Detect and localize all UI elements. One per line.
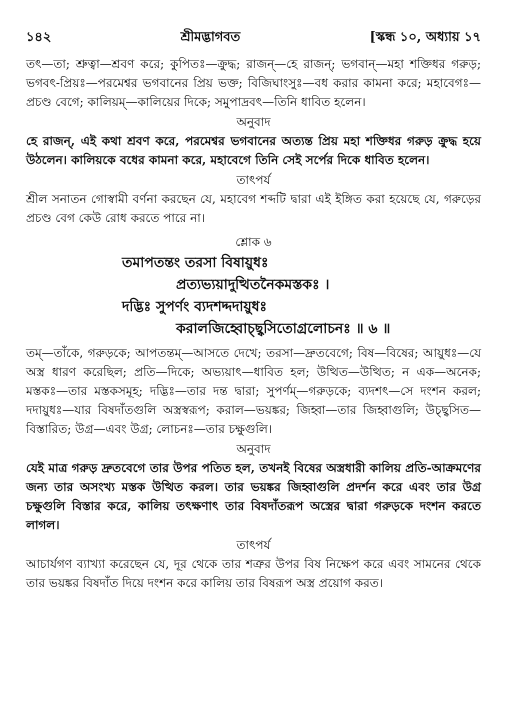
chapter-reference: [স্কন্ধ ১০, অধ্যায় ১৭ [369, 30, 481, 45]
purport-heading-1: তাৎপর্য [236, 173, 271, 187]
page-number: ১৪২ [26, 30, 52, 45]
verse-line-1: তমাপতন্তং তরসা বিষায়ুধঃ [122, 255, 269, 271]
synonyms-verse: তম্—তাঁকে, গরুড়কে; আপতন্তম্—আসতে দেখে; তরসা—দ্রুতবেগে; বিষ—বিষের; আয়ুধঃ—যে অস্ত্র ধারণ করেছিল; প্রতি—দিকে; অভ্যয়াৎ—ধাবিত হল; উত্থিত—উত্থিত; ন এক—অনেক; মস্তকঃ—তার মস্তকসমূহ; দদ্ভিঃ—তার দন্ত দ্বারা; সুপর্ণম্—গরুড়কে; ব্যদশৎ—সে দংশন করল; দদায়ুধঃ—যার বিষদাঁতগুলি অস্ত্রস্বরূপ; করাল—ভয়ঙ্কর; জিহ্বা—তার জিহ্বাগুলি; উচ্ছ্বসিত—বিস্তারিত; উগ্র—এবং উগ্র; লোচনঃ—তার চক্ষুগুলি। [26, 346, 481, 436]
translation-2: যেই মাত্র গরুড় দ্রুতবেগে তার উপর পতিত হল, তখনই বিষের অস্ত্রধারী কালিয় প্রতি-আক্রমণের জন্য তার অসংখ্য মস্তক উত্থিত করল। তার ভয়ঙ্কর জিহ্বাগুলি প্রদর্শন করে এবং তার উগ্র চক্ষুগুলি বিস্তার করে, কালিয় তৎক্ষণাৎ তার বিষদাঁতরূপ অস্ত্রের দ্বারা গরুড়কে দংশন করতে লাগল। [26, 461, 481, 532]
synonyms-top: তৎ—তা; শ্রুত্বা—শ্রবণ করে; কুপিতঃ—ক্রুদ্ধ; রাজন্—হে রাজন্; ভগবান্—মহা শক্তিধর গরুড়; ভগবৎ-প্রিয়ঃ—পরমেশ্বর ভগবানের প্রিয় ভক্ত; বিজিঘাংসুঃ—বধ করার কামনা করে; মহাবেগঃ—প্রচণ্ড বেগে; কালিয়ম্—কালিয়ের দিকে; সমুপাদ্রবৎ—তিনি ধাবিত হলেন। [26, 57, 481, 109]
verse-line-2: প্রত্যভ্যয়াদুত্থিতনৈকমস্তকঃ । [176, 277, 330, 293]
verse-block [26, 252, 481, 340]
purport-heading-2: তাৎপর্য [236, 538, 271, 552]
purport-2: আচার্যগণ ব্যাখ্যা করেছেন যে, দূর থেকে তার শত্রুর উপর বিষ নিক্ষেপ করে এবং সামনের থেকে তার ভয়ঙ্কর বিষদাঁত দিয়ে দংশন করে কালিয় তার বিষরূপ অস্ত্র প্রয়োগ করত। [26, 557, 481, 590]
verse-line-4: করালজিহ্বোচ্ছ্বসিতোগ্রলোচনঃ ॥ ৬ ॥ [176, 321, 391, 337]
book-title: শ্রীমদ্ভাগবত [180, 30, 241, 45]
verse-line-3: দদ্ভিঃ সুপর্ণং ব্যদশদ্দদায়ুধঃ [122, 299, 267, 315]
purport-1: শ্রীল সনাতন গোস্বামী বর্ণনা করছেন যে, মহাবেগ শব্দটি দ্বারা এই ইঙ্গিত করা হয়েছে যে, গরুড়ের প্রচণ্ড বেগ কেউ রোধ করতে পারে না। [26, 192, 481, 225]
translation-heading-2: অনুবাদ [236, 442, 271, 456]
translation-1: হে রাজন্, এই কথা শ্রবণ করে, পরমেশ্বর ভগবানের অত্যন্ত প্রিয় মহা শক্তিধর গরুড় ক্রুদ্ধ হয়ে উঠলেন। কালিয়কে বধের কামনা করে, মহাবেগে তিনি সেই সর্পের দিকে ধাবিত হলেন। [26, 134, 481, 167]
translation-heading-1: অনুবাদ [236, 115, 271, 129]
page-header [26, 28, 481, 49]
verse-heading: শ্লোক ৬ [235, 235, 272, 249]
